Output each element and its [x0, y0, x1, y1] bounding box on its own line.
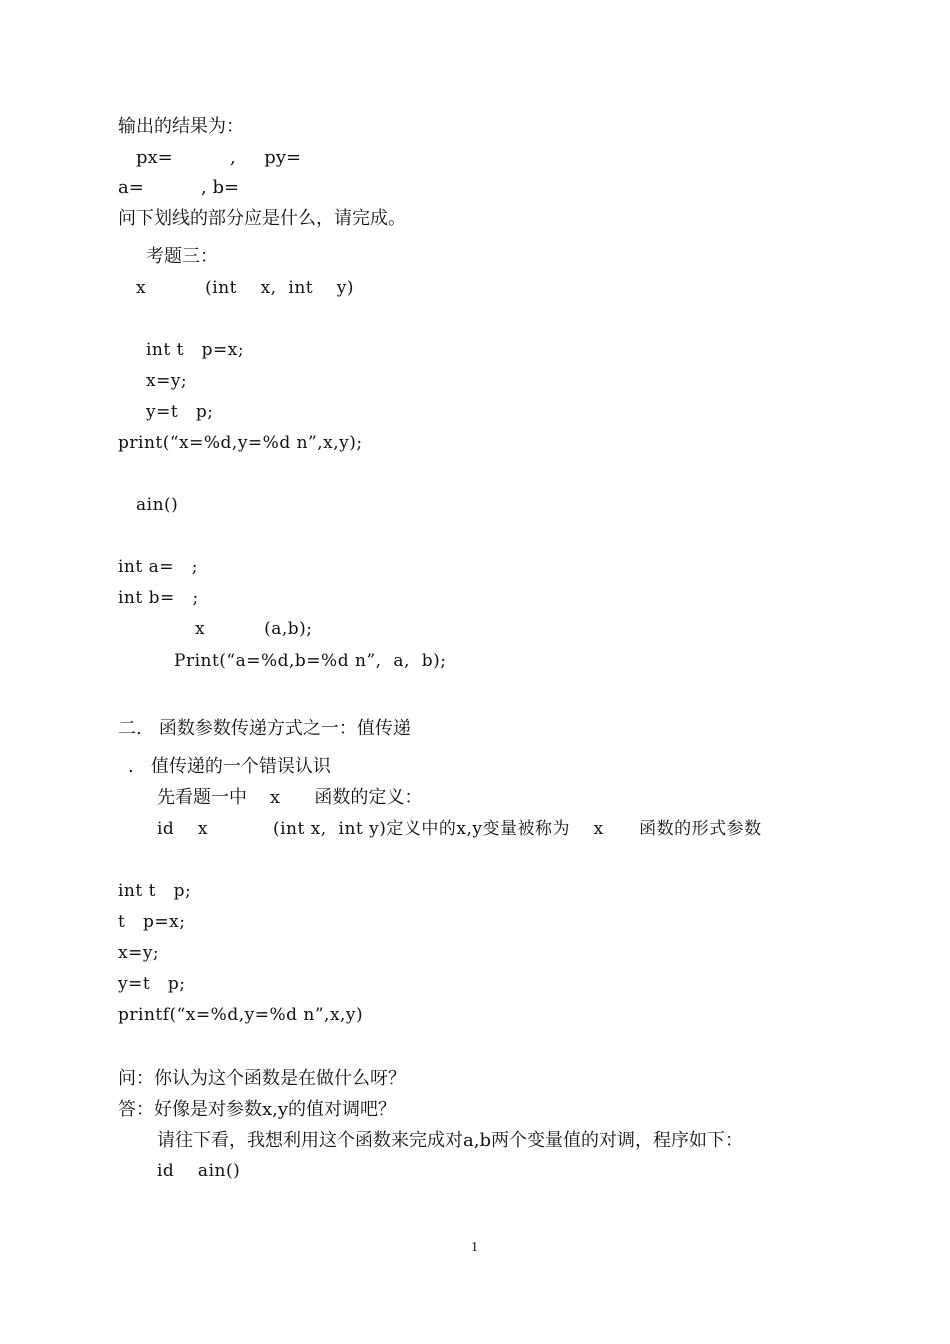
- section2-def-line: id x (int x, int y)定义中的x,y变量被称为 x 函数的形式参数: [157, 819, 762, 839]
- section2-code4: y=t p;: [118, 974, 186, 994]
- page-number: 1: [471, 1240, 478, 1255]
- section2-sub-heading: . 值传递的一个错误认识: [128, 756, 331, 777]
- section2-intro-line: 先看题一中 x 函数的定义：: [157, 787, 423, 808]
- exam3-body-line2: x=y;: [146, 371, 188, 391]
- result-heading: 输出的结果为：: [118, 116, 244, 137]
- result-px-py: px= , py=: [136, 147, 302, 168]
- section2-code5: printf(“x=%d,y=%d n”,x,y): [118, 1005, 364, 1025]
- exam3-title: 考题三：: [146, 246, 218, 267]
- exam3-body-line1: int t p=x;: [146, 340, 245, 360]
- exam3-func-header: x (int x, int y): [136, 278, 354, 298]
- exam3-print-main: Print(“a=%d,b=%d n”, a, b);: [174, 651, 447, 671]
- section2-main-line: id ain(): [157, 1161, 241, 1181]
- section2-code3: x=y;: [118, 943, 160, 963]
- section2-question: 问：你认为这个函数是在做什么呀？: [118, 1068, 406, 1089]
- exam3-call-line: x (a,b);: [195, 619, 313, 639]
- section2-heading: 二. 函数参数传递方式之一：值传递: [118, 718, 411, 739]
- question-text: 问下划线的部分应是什么，请完成。: [118, 208, 406, 229]
- section2-follow-line: 请往下看，我想利用这个函数来完成对a,b两个变量值的对调，程序如下：: [157, 1130, 743, 1151]
- exam3-decl-b: int b= ;: [118, 588, 199, 608]
- section2-answer: 答：好像是对参数x,y的值对调吧？: [118, 1099, 397, 1120]
- exam3-main-header: ain(): [136, 495, 179, 515]
- result-a-b: a= , b=: [118, 177, 240, 198]
- exam3-decl-a: int a= ;: [118, 557, 198, 577]
- exam3-body-line3: y=t p;: [146, 402, 214, 422]
- section2-code1: int t p;: [118, 881, 192, 901]
- section2-code2: t p=x;: [118, 912, 186, 932]
- exam3-print-line: print(“x=%d,y=%d n”,x,y);: [118, 433, 363, 453]
